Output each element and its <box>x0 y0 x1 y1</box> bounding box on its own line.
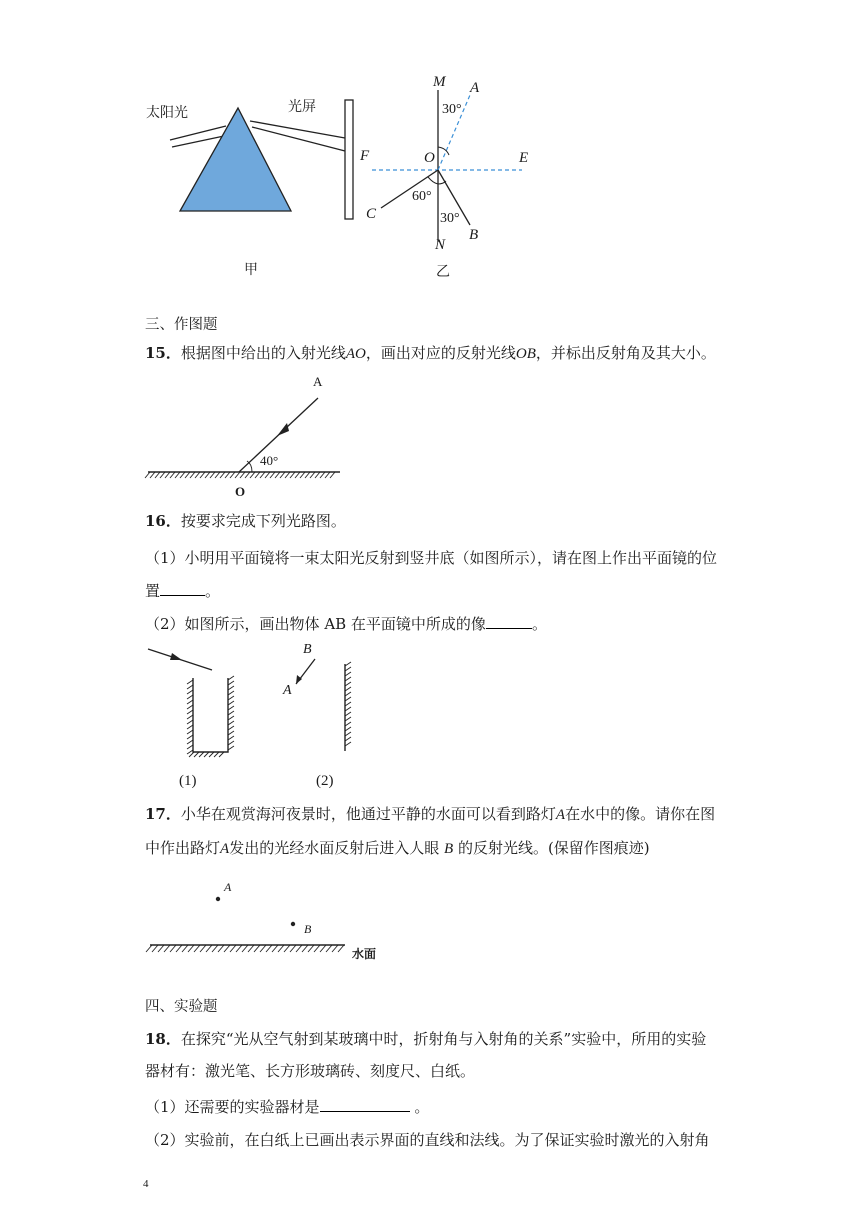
hatch-mark <box>200 945 206 952</box>
q16-sub1-line1: （1）小明用平面镜将一束太阳光反射到竖井底（如图所示），请在图上作出平面镜的位 <box>145 549 718 567</box>
hatch-mark <box>314 945 320 952</box>
q16-label-a: A <box>283 683 292 698</box>
q18-line2: 器材有：激光笔、长方形玻璃砖、刻度尺、白纸。 <box>145 1062 476 1080</box>
label-o: O <box>424 150 435 166</box>
hatch-mark <box>266 945 272 952</box>
hatch-mark <box>218 945 224 952</box>
hatch-mark <box>146 945 152 952</box>
hatch-mark <box>284 945 290 952</box>
label-c: C <box>366 206 377 222</box>
screen-point-f: F <box>360 148 370 164</box>
hatch-mark <box>326 945 332 952</box>
hatch-mark <box>188 945 194 952</box>
q18-sub2: （2）实验前，在白纸上已画出表示界面的直线和法线。为了保证实验时激光的入射角 <box>145 1131 710 1149</box>
q17-label-b: B <box>304 922 312 936</box>
hatch-mark <box>206 945 212 952</box>
caption-yi: 乙 <box>436 264 450 280</box>
hatch-mark <box>212 945 218 952</box>
angle-left-label: 60° <box>412 189 432 204</box>
label-a-top: A <box>470 80 480 96</box>
section4-title: 四、实验题 <box>145 999 218 1015</box>
q18-sub1: （1）还需要的实验器材是 。 <box>145 1098 430 1116</box>
q15-text: 15．根据图中给出的入射光线AO，画出对应的反射光线OB，并标出反射角及其大小。 <box>145 344 716 362</box>
hatch-mark <box>260 945 266 952</box>
q16-sub1-line2: 置 。 <box>145 582 221 600</box>
q16-sub2: （2）如图所示，画出物体 AB 在平面镜中所成的像 。 <box>145 615 547 633</box>
sunlight-label: 太阳光 <box>146 105 188 121</box>
q17-line1: 17．小华在观赏海河夜景时，他通过平静的水面可以看到路灯A在水中的像。请你在图 <box>145 805 716 823</box>
q16-label-b: B <box>303 642 312 657</box>
hatch-mark <box>230 945 236 952</box>
hatch-mark <box>296 945 302 952</box>
caption-jia: 甲 <box>244 262 258 278</box>
hatch-mark <box>194 945 200 952</box>
q16-text: 16．按要求完成下列光路图。 <box>145 512 346 530</box>
label-b-top: B <box>469 227 479 243</box>
q15-angle: 40° <box>260 453 279 468</box>
hatch-mark <box>248 945 254 952</box>
q16-fig-label-1: (1) <box>179 773 197 789</box>
q17-line2: 中作出路灯A发出的光经水面反射后进入人眼 B 的反射光线。(保留作图痕迹) <box>145 839 650 857</box>
hatch-mark <box>158 945 164 952</box>
label-m: M <box>433 74 446 90</box>
hatch-mark <box>290 945 296 952</box>
q16-fig-label-2: (2) <box>316 773 334 789</box>
hatch-mark <box>236 945 242 952</box>
water-label: 水面 <box>352 947 377 961</box>
hatch-mark <box>170 945 176 952</box>
hatch-mark <box>242 945 248 952</box>
angle-top-label: 30° <box>442 102 462 117</box>
q15-label-a: A <box>313 374 323 389</box>
q15-number: 15． <box>145 344 181 362</box>
q18-line1: 18．在探究“光从空气射到某玻璃中时，折射角与入射角的关系”实验中，所用的实验 <box>145 1030 707 1048</box>
label-e: E <box>519 150 529 166</box>
street-lamp-a <box>216 897 220 901</box>
hatch-mark <box>338 945 344 952</box>
hatch-mark <box>176 945 182 952</box>
section3-title: 三、作图题 <box>145 317 218 333</box>
angle-bottom-label: 30° <box>440 211 460 226</box>
page-number: 4 <box>143 1178 149 1190</box>
hatch-mark <box>164 945 170 952</box>
hatch-mark <box>224 945 230 952</box>
hatch-mark <box>302 945 308 952</box>
label-n: N <box>435 237 446 253</box>
hatch-mark <box>278 945 284 952</box>
hatch-mark <box>152 945 158 952</box>
hatch-mark <box>320 945 326 952</box>
q17-label-a: A <box>224 880 232 894</box>
hatch-mark <box>332 945 338 952</box>
hatch-mark <box>272 945 278 952</box>
hatch-mark <box>182 945 188 952</box>
q15-label-o: O <box>235 484 246 499</box>
hatch-mark <box>254 945 260 952</box>
eye-b <box>291 922 295 926</box>
hatch-mark <box>308 945 314 952</box>
answer-blank-q18-1[interactable] <box>320 1096 410 1112</box>
screen-label: 光屏 <box>288 99 316 115</box>
